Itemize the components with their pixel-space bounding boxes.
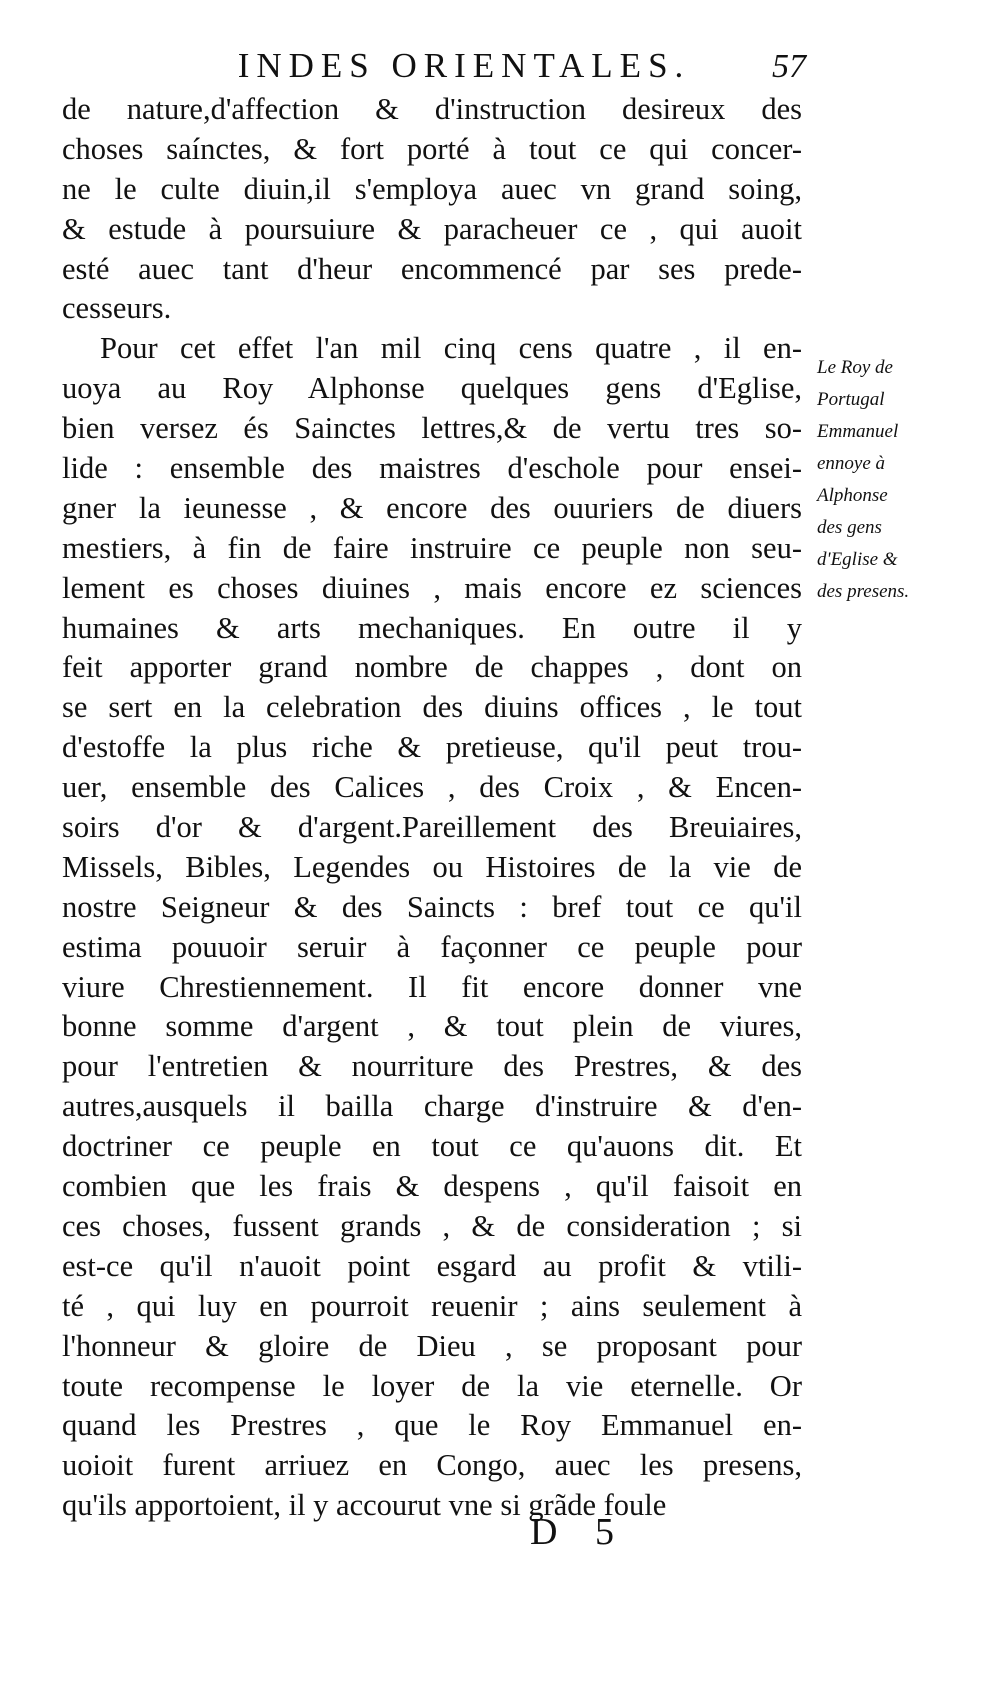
running-title: INDES ORIENTALES. <box>237 46 691 85</box>
text-line: Pour cet effet l'an mil cinq cens quatre , il en- <box>100 331 802 366</box>
text-line: pour l'entretien & nourriture des Prestres, & des <box>62 1049 802 1084</box>
text-line: mestiers, à fin de faire instruire ce peuple non seu- <box>62 530 802 565</box>
margin-note-line: Emmanuel <box>817 421 899 442</box>
running-head <box>66 46 806 90</box>
text-line: & estude à poursuiure & paracheuer ce , qui auoit <box>62 211 802 246</box>
text-line: toute recompense le loyer de la vie eternelle. Or <box>62 1368 802 1403</box>
margin-note <box>817 352 937 608</box>
text-line: est-ce qu'il n'auoit point esgard au profit & vtili- <box>62 1248 802 1283</box>
margin-note-line: Alphonse <box>817 485 888 506</box>
text-line: gner la ieunesse , & encore des ouuriers de diuers <box>62 490 802 525</box>
text-line: nostre Seigneur & des Saincts : bref tout ce qu'il <box>62 889 802 924</box>
text-line: estima pouuoir seruir à façonner ce peuple pour <box>62 929 802 964</box>
text-line: se sert en la celebration des diuins offices , le tout <box>62 690 802 725</box>
text-line: viure Chrestiennement. Il fit encore donner vne <box>62 969 802 1004</box>
text-line: esté auec tant d'heur encommencé par ses prede- <box>62 251 802 286</box>
text-line: combien que les frais & despens , qu'il faisoit en <box>62 1169 802 1204</box>
text-line: ces choses, fussent grands , & de consideration ; si <box>62 1208 802 1243</box>
margin-note-line: des presens. <box>817 581 910 602</box>
text-line: quand les Prestres , que le Roy Emmanuel en- <box>62 1408 802 1443</box>
text-line: humaines & arts mechaniques. En outre il y <box>62 610 802 645</box>
text-line: uoioit furent arriuez en Congo, auec les presens, <box>62 1448 802 1483</box>
text-line: feit apporter grand nombre de chappes , dont on <box>62 650 802 685</box>
signature-mark: D 5 <box>530 1511 628 1553</box>
text-line: qu'ils apportoient, il y accourut vne si grãde foule <box>62 1488 667 1523</box>
text-line: doctriner ce peuple en tout ce qu'auons dit. Et <box>62 1129 802 1164</box>
text-line: soirs d'or & d'argent.Pareillement des Breuiaires, <box>62 810 802 845</box>
margin-note-line: ennoye à <box>817 453 886 474</box>
text-line: de nature,d'affection & d'instruction desireux des <box>62 92 802 126</box>
text-line: ne le culte diuin,il s'employa auec vn grand soing, <box>62 171 802 206</box>
text-line: d'estoffe la plus riche & pretieuse, qu'il peut trou- <box>62 730 802 765</box>
text-line: bonne somme d'argent , & tout plein de viures, <box>62 1009 802 1044</box>
text-line: lement es choses diuines , mais encore ez sciences <box>62 570 802 605</box>
page-number: 57 <box>772 48 806 85</box>
text-line: té , qui luy en pourroit reuenir ; ains seulement à <box>62 1288 802 1323</box>
margin-note-line: des gens <box>817 517 882 538</box>
text-line: cesseurs. <box>62 291 172 326</box>
text-line: autres,ausquels il bailla charge d'instruire & d'en- <box>62 1089 802 1124</box>
text-line: bien versez és Sainctes lettres,& de vertu tres so- <box>62 411 802 446</box>
text-line: l'honneur & gloire de Dieu , se proposant pour <box>62 1328 802 1363</box>
body-text <box>62 90 802 1526</box>
text-line: choses saínctes, & fort porté à tout ce qui concer- <box>62 131 802 166</box>
margin-note-line: d'Eglise & <box>817 549 898 570</box>
text-line: lide : ensemble des maistres d'eschole pour ensei- <box>62 451 802 486</box>
text-line: Missels, Bibles, Legendes ou Histoires de la vie de <box>62 849 802 884</box>
text-line: uoya au Roy Alphonse quelques gens d'Eglise, <box>62 371 802 406</box>
text-line: uer, ensemble des Calices , des Croix , & Encen- <box>62 770 802 805</box>
margin-note-line: Le Roy de <box>817 357 893 378</box>
margin-note-line: Portugal <box>817 389 885 410</box>
